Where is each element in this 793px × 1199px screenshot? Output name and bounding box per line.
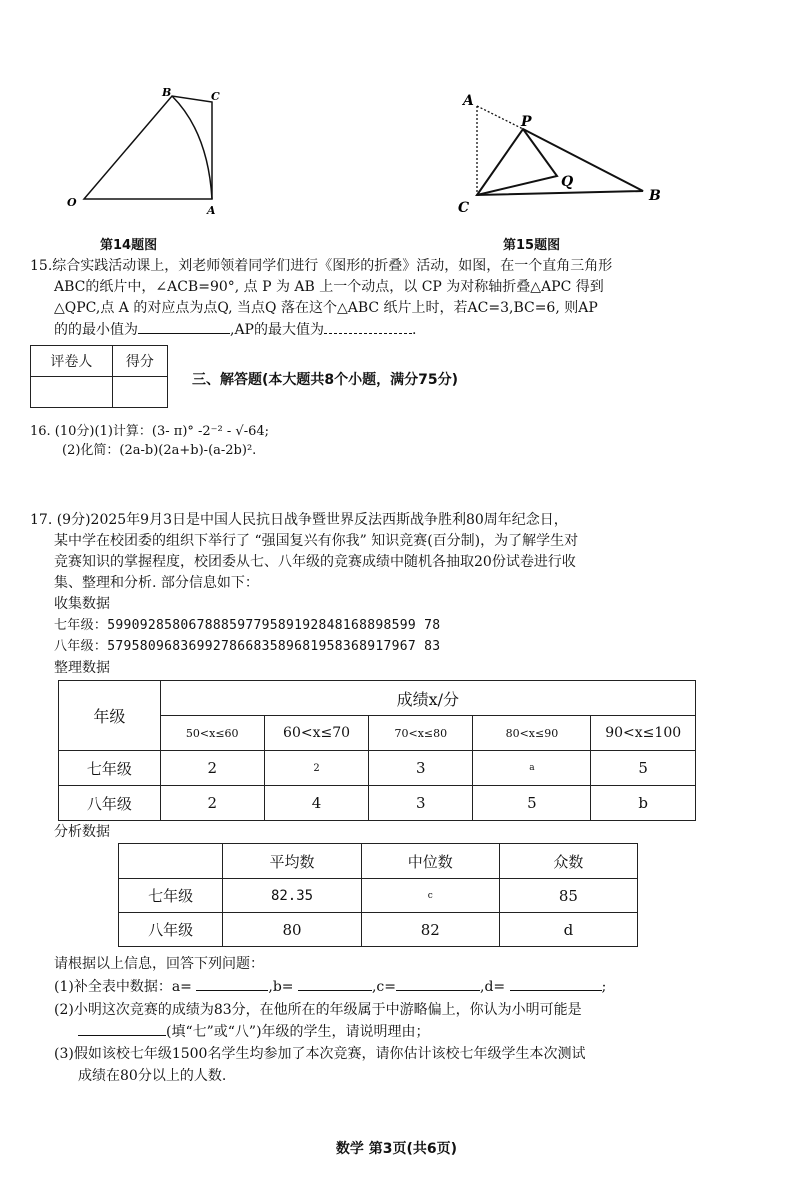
q15-line1: 15.综合实践活动课上，刘老师领着同学们进行《图形的折叠》活动，如图，在一个直角三角形 <box>30 258 613 274</box>
subquestion-3-line2: 成绩在80分以上的人数. <box>78 1068 227 1084</box>
organize-data-title: 整理数据 <box>54 660 110 676</box>
table1-row1-cell1: 2 <box>160 751 264 786</box>
ap-max-blank[interactable] <box>324 319 412 334</box>
table1-row2-cell5: b <box>591 786 696 821</box>
table1-row2-cell3: 3 <box>369 786 473 821</box>
table2-row2-mean: 80 <box>223 913 361 947</box>
q15-max-label: ,AP的最大值为 <box>230 322 324 338</box>
table2-row1-median: c <box>361 879 499 913</box>
section-3-title: 三、解答题(本大题共8个小题，满分75分) <box>192 372 459 388</box>
questions-intro: 请根据以上信息，回答下列问题： <box>54 956 264 972</box>
fig15-label-q: Q <box>561 174 574 190</box>
table2-header-mean: 平均数 <box>223 844 361 879</box>
sq1-end: ; <box>601 979 607 995</box>
score-box-score: 得分 <box>112 346 167 377</box>
table2-row1-mean: 82.35 <box>223 879 361 913</box>
q17-line1: 17. (9分)2025年9月3日是中国人民抗日战争暨世界反法西斯战争胜利80周年纪念日， <box>30 512 568 528</box>
table1-row2-cell2: 4 <box>264 786 368 821</box>
fig14-label-o: O <box>67 196 77 209</box>
answer-d-blank[interactable] <box>510 976 602 991</box>
grade-choice-blank[interactable] <box>78 1021 166 1036</box>
q15-line3: △QPC,点 A 的对应点为点Q, 当点Q 落在这个△ABC 纸片上时，若AC=3,BC=6, 则AP <box>54 300 598 316</box>
table2-header-blank <box>119 844 223 879</box>
sq1-a-label: (1)补全表中数据：a= <box>54 979 192 995</box>
q15-min-label: 的的最小值为 <box>54 322 138 338</box>
q16-line1: 16. (10分)(1)计算：(3- π)° -2⁻² - √-64; <box>30 424 270 439</box>
table1-row2-cell4: 5 <box>473 786 591 821</box>
sq1-d-label: ,d= <box>480 979 506 995</box>
fig14-caption: 第14题图 <box>100 238 158 253</box>
fig15-caption: 第15题图 <box>503 238 561 253</box>
figure-15 <box>455 88 675 223</box>
fig14-label-b: B <box>162 86 172 99</box>
table2-header-mode: 众数 <box>499 844 637 879</box>
sq2-hint: (填“七”或“八”)年级的学生，请说明理由； <box>166 1024 430 1040</box>
grade7-raw-data: 七年级：59909285806788859779589192848168898599 78 <box>54 618 441 633</box>
fig15-label-c: C <box>458 200 470 216</box>
answer-b-blank[interactable] <box>298 976 372 991</box>
score-box-grader-cell[interactable] <box>31 377 113 408</box>
subquestion-3-line1: (3)假如该校七年级1500名学生均参加了本次竞赛，请你估计该校七年级学生本次测试 <box>54 1046 586 1062</box>
table-row <box>119 879 638 913</box>
table1-row1-cell5: 5 <box>591 751 696 786</box>
q16-line2: (2)化简：(2a-b)(2a+b)-(a-2b)². <box>62 443 257 458</box>
q15-line4 <box>54 319 416 341</box>
table-row <box>59 751 696 786</box>
q15-line2: ABC的纸片中，∠ACB=90°, 点 P 为 AB 上一个动点，以 CP 为对称轴折叠△APC 得到 <box>54 279 604 295</box>
table1-grade-header: 年级 <box>59 681 161 751</box>
fig14-label-c: C <box>211 90 220 103</box>
q15-end: . <box>411 322 417 338</box>
table1-row2-cell1: 2 <box>160 786 264 821</box>
table1-range-2: 60<x≤70 <box>264 716 368 751</box>
score-box <box>30 345 168 408</box>
table-row <box>119 913 638 947</box>
sq1-c-label: ,c= <box>371 979 397 995</box>
table1-row1-grade: 七年级 <box>59 751 161 786</box>
analyze-data-title: 分析数据 <box>54 824 110 840</box>
table1-range-5: 90<x≤100 <box>591 716 696 751</box>
table2-row2-median: 82 <box>361 913 499 947</box>
grade8-raw-data: 八年级：57958096836992786683589681958368917967 83 <box>54 639 441 654</box>
table2-row1-grade: 七年级 <box>119 879 223 913</box>
table1-row1-cell3: 3 <box>369 751 473 786</box>
table1-row2-grade: 八年级 <box>59 786 161 821</box>
table2-row2-mode: d <box>499 913 637 947</box>
subquestion-1 <box>54 976 606 998</box>
fig15-label-a: A <box>463 93 474 109</box>
table1-range-1: 50<x≤60 <box>160 716 264 751</box>
score-box-score-cell[interactable] <box>112 377 167 408</box>
q17-line2: 某中学在校团委的组织下举行了 “强国复兴有你我” 知识竞赛(百分制)，为了解学生对 <box>54 533 579 549</box>
fig15-label-p: P <box>521 114 532 130</box>
subquestion-2-line2 <box>78 1021 430 1043</box>
ap-min-blank[interactable] <box>138 319 230 334</box>
table1-score-header: 成绩x/分 <box>160 681 695 716</box>
sq1-b-label: ,b= <box>268 979 294 995</box>
table1-row1-cell2: 2 <box>264 751 368 786</box>
q17-line3: 竞赛知识的掌握程度，校团委从七、八年级的竞赛成绩中随机各抽取20份试卷进行收 <box>54 554 576 570</box>
answer-a-blank[interactable] <box>196 976 268 991</box>
table1-row1-cell4: a <box>473 751 591 786</box>
score-box-grader: 评卷人 <box>31 346 113 377</box>
table2-header-median: 中位数 <box>361 844 499 879</box>
table-row <box>59 786 696 821</box>
collect-data-title: 收集数据 <box>54 596 110 612</box>
table1-range-4: 80<x≤90 <box>473 716 591 751</box>
fig14-label-a: A <box>207 204 216 217</box>
page-footer: 数学 第3页(共6页) <box>335 1141 458 1157</box>
figure-14 <box>60 82 235 222</box>
statistics-table <box>118 843 638 947</box>
table2-row2-grade: 八年级 <box>119 913 223 947</box>
q17-line4: 集、整理和分析. 部分信息如下： <box>54 575 259 591</box>
table2-row1-mode: 85 <box>499 879 637 913</box>
fig15-label-b: B <box>649 188 661 204</box>
answer-c-blank[interactable] <box>396 976 480 991</box>
table1-range-3: 70<x≤80 <box>369 716 473 751</box>
subquestion-2-line1: (2)小明这次竞赛的成绩为83分，在他所在的年级属于中游略偏上，你认为小明可能是 <box>54 1002 582 1018</box>
frequency-table <box>58 680 696 821</box>
